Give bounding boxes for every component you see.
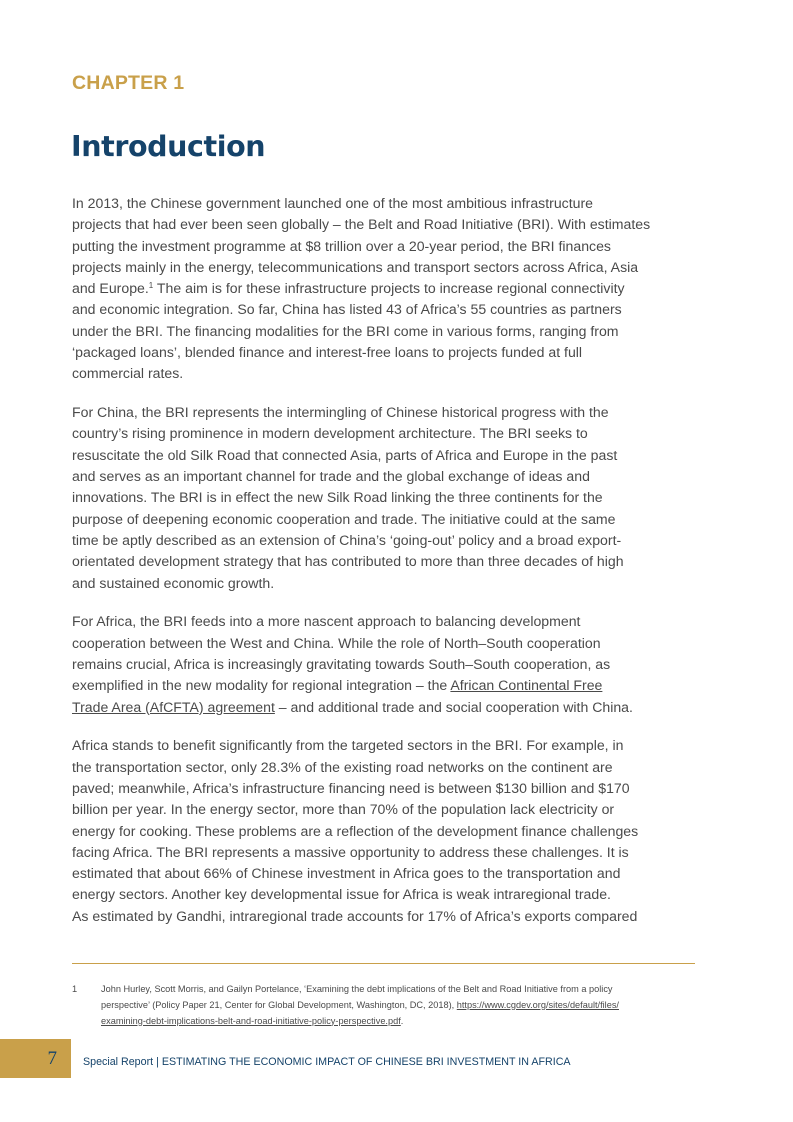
text-line: energy sectors. Another key developmental issue for Africa is weak intraregional trade. bbox=[72, 886, 611, 903]
text-line: projects that had ever been seen globally – the Belt and Road Initiative (BRI). With estimates bbox=[72, 216, 651, 233]
text-line: country’s rising prominence in modern development architecture. The BRI seeks to bbox=[72, 425, 588, 442]
running-footer: Special Report | ESTIMATING THE ECONOMIC IMPACT OF CHINESE BRI INVESTMENT IN AFRICA bbox=[83, 1056, 571, 1068]
text-line: and serves as an important channel for trade and the global exchange of ideas and bbox=[72, 468, 590, 485]
text-line: commercial rates. bbox=[72, 365, 184, 382]
text-line: orientated development strategy that has contributed to more than three decades of high bbox=[72, 553, 624, 570]
text-line: remains crucial, Africa is increasingly gravitating towards South–South cooperation, as bbox=[72, 655, 611, 672]
text-line: cooperation between the West and China. While the role of North–South cooperation bbox=[72, 634, 601, 651]
text-line: For Africa, the BRI feeds into a more nascent approach to balancing development bbox=[72, 613, 581, 630]
text-line: and sustained economic growth. bbox=[72, 574, 275, 591]
text-line bbox=[72, 675, 712, 696]
footnote-number: 1 bbox=[72, 984, 78, 994]
text-line bbox=[101, 998, 619, 1014]
text-fragment: The aim is for these infrastructure projects to increase regional connectivity bbox=[153, 280, 625, 297]
paragraph-4 bbox=[72, 735, 712, 927]
text-line: John Hurley, Scott Morris, and Gailyn Portelance, ‘Examining the debt implications of the Belt and Road Initiative from a policy bbox=[101, 984, 613, 994]
afcfta-link[interactable]: African Continental Free bbox=[450, 677, 603, 694]
body-text bbox=[72, 193, 712, 945]
page-number-box bbox=[0, 1039, 71, 1078]
text-fragment: . bbox=[400, 1015, 404, 1026]
text-line: energy for cooking. These problems are a reflection of the development finance challenges bbox=[72, 822, 639, 839]
footnote-text bbox=[101, 982, 619, 1029]
footnote-url-link[interactable]: https://www.cgdev.org/sites/default/files/ bbox=[456, 999, 619, 1010]
text-line: innovations. The BRI is in effect the new Silk Road linking the three continents for the bbox=[72, 489, 603, 506]
text-line: facing Africa. The BRI represents a massive opportunity to address these challenges. It is bbox=[72, 843, 629, 860]
text-line: resuscitate the old Silk Road that connected Asia, parts of Africa and Europe in the past bbox=[72, 446, 618, 463]
text-line bbox=[72, 697, 712, 718]
text-line: projects mainly in the energy, telecommunications and transport sectors across Africa, Asia bbox=[72, 258, 639, 275]
text-line: purpose of deepening economic cooperation and trade. The initiative could at the same bbox=[72, 510, 616, 527]
page-title: Introduction bbox=[71, 130, 266, 163]
text-fragment: perspective’ (Policy Paper 21, Center for Global Development, Washington, DC, 2018), bbox=[101, 999, 457, 1010]
text-line: For China, the BRI represents the intermingling of Chinese historical progress with the bbox=[72, 404, 609, 421]
text-line: As estimated by Gandhi, intraregional trade accounts for 17% of Africa’s exports compared bbox=[72, 907, 638, 924]
text-line: Africa stands to benefit significantly from the targeted sectors in the BRI. For example, in bbox=[72, 737, 624, 754]
text-line: In 2013, the Chinese government launched one of the most ambitious infrastructure bbox=[72, 195, 593, 211]
text-line: estimated that about 66% of Chinese investment in Africa goes to the transportation and bbox=[72, 865, 621, 882]
text-line: time be aptly described as an extension of China’s ‘going-out’ policy and a broad export- bbox=[72, 531, 622, 548]
text-line bbox=[101, 1014, 619, 1030]
text-fragment: and Europe. bbox=[72, 280, 149, 297]
afcfta-link-continued[interactable]: Trade Area (AfCFTA) agreement bbox=[72, 698, 275, 715]
text-line: putting the investment programme at $8 trillion over a 20-year period, the BRI finances bbox=[72, 237, 611, 254]
paragraph-3 bbox=[72, 611, 712, 717]
text-fragment: exemplified in the new modality for regional integration – the bbox=[72, 677, 451, 694]
footnote-url-link-continued[interactable]: examining-debt-implications-belt-and-road-initiative-policy-perspective.pdf bbox=[101, 1015, 401, 1026]
text-line: the transportation sector, only 28.3% of the existing road networks on the continent are bbox=[72, 758, 613, 775]
chapter-label: CHAPTER 1 bbox=[72, 72, 185, 94]
footnote-ref[interactable]: 1 bbox=[148, 281, 154, 291]
footnote-divider bbox=[72, 963, 695, 964]
text-line: paved; meanwhile, Africa’s infrastructure financing need is between $130 billion and $170 bbox=[72, 779, 630, 796]
paragraph-2 bbox=[72, 402, 712, 594]
text-line: under the BRI. The financing modalities for the BRI come in various forms, ranging from bbox=[72, 322, 619, 339]
text-line bbox=[72, 278, 712, 299]
text-line: and economic integration. So far, China has listed 43 of Africa’s 55 countries as partners bbox=[72, 301, 622, 318]
paragraph-1 bbox=[72, 193, 712, 385]
text-line: ‘packaged loans’, blended finance and interest-free loans to projects funded at full bbox=[72, 344, 583, 361]
text-fragment: – and additional trade and social cooperation with China. bbox=[274, 698, 633, 715]
page-number: 7 bbox=[47, 1048, 57, 1069]
text-line: billion per year. In the energy sector, more than 70% of the population lack electricity or bbox=[72, 801, 615, 818]
